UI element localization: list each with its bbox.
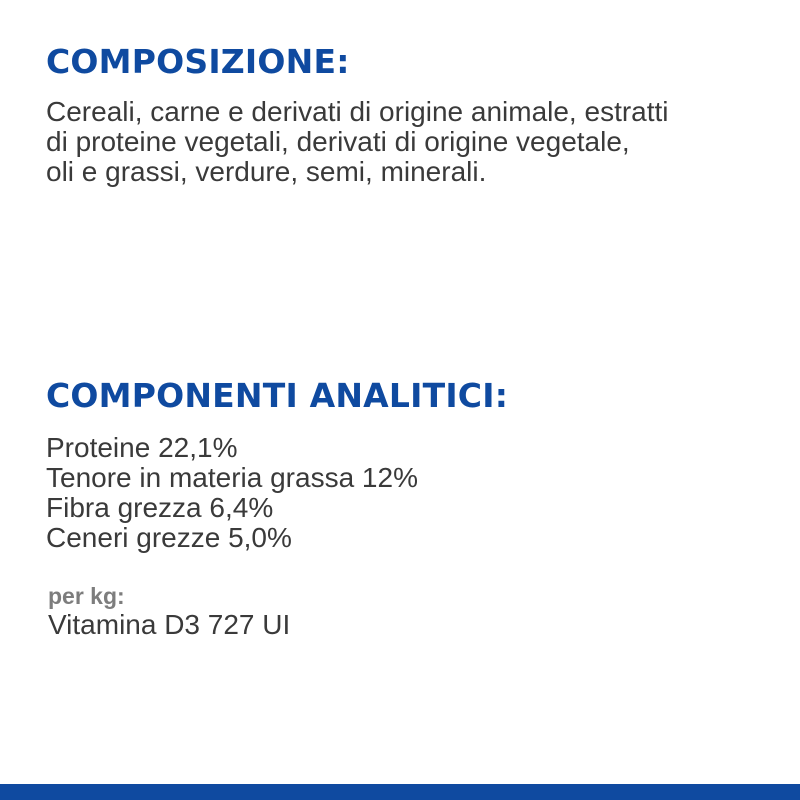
composition-text [46, 97, 669, 187]
analytical-components-list [46, 433, 418, 553]
analytical-component-item: Tenore in materia grassa 12% [46, 462, 418, 493]
analytical-component-item: Fibra grezza 6,4% [46, 492, 274, 523]
bottom-accent-bar [0, 784, 800, 800]
vitamin-d3-value: Vitamina D3 727 UI [48, 609, 291, 640]
composition-line: oli e grassi, verdure, semi, minerali. [46, 156, 487, 187]
analytical-components-heading: COMPONENTI ANALITICI: [46, 376, 509, 415]
composition-line: Cereali, carne e derivati di origine animale, estratti [46, 96, 669, 127]
analytical-component-item: Ceneri grezze 5,0% [46, 522, 292, 553]
composition-heading: COMPOSIZIONE: [46, 42, 350, 81]
analytical-component-item: Proteine 22,1% [46, 432, 238, 463]
per-kg-label: per kg: [48, 583, 125, 609]
composition-line: di proteine vegetali, derivati di origine vegetale, [46, 126, 630, 157]
